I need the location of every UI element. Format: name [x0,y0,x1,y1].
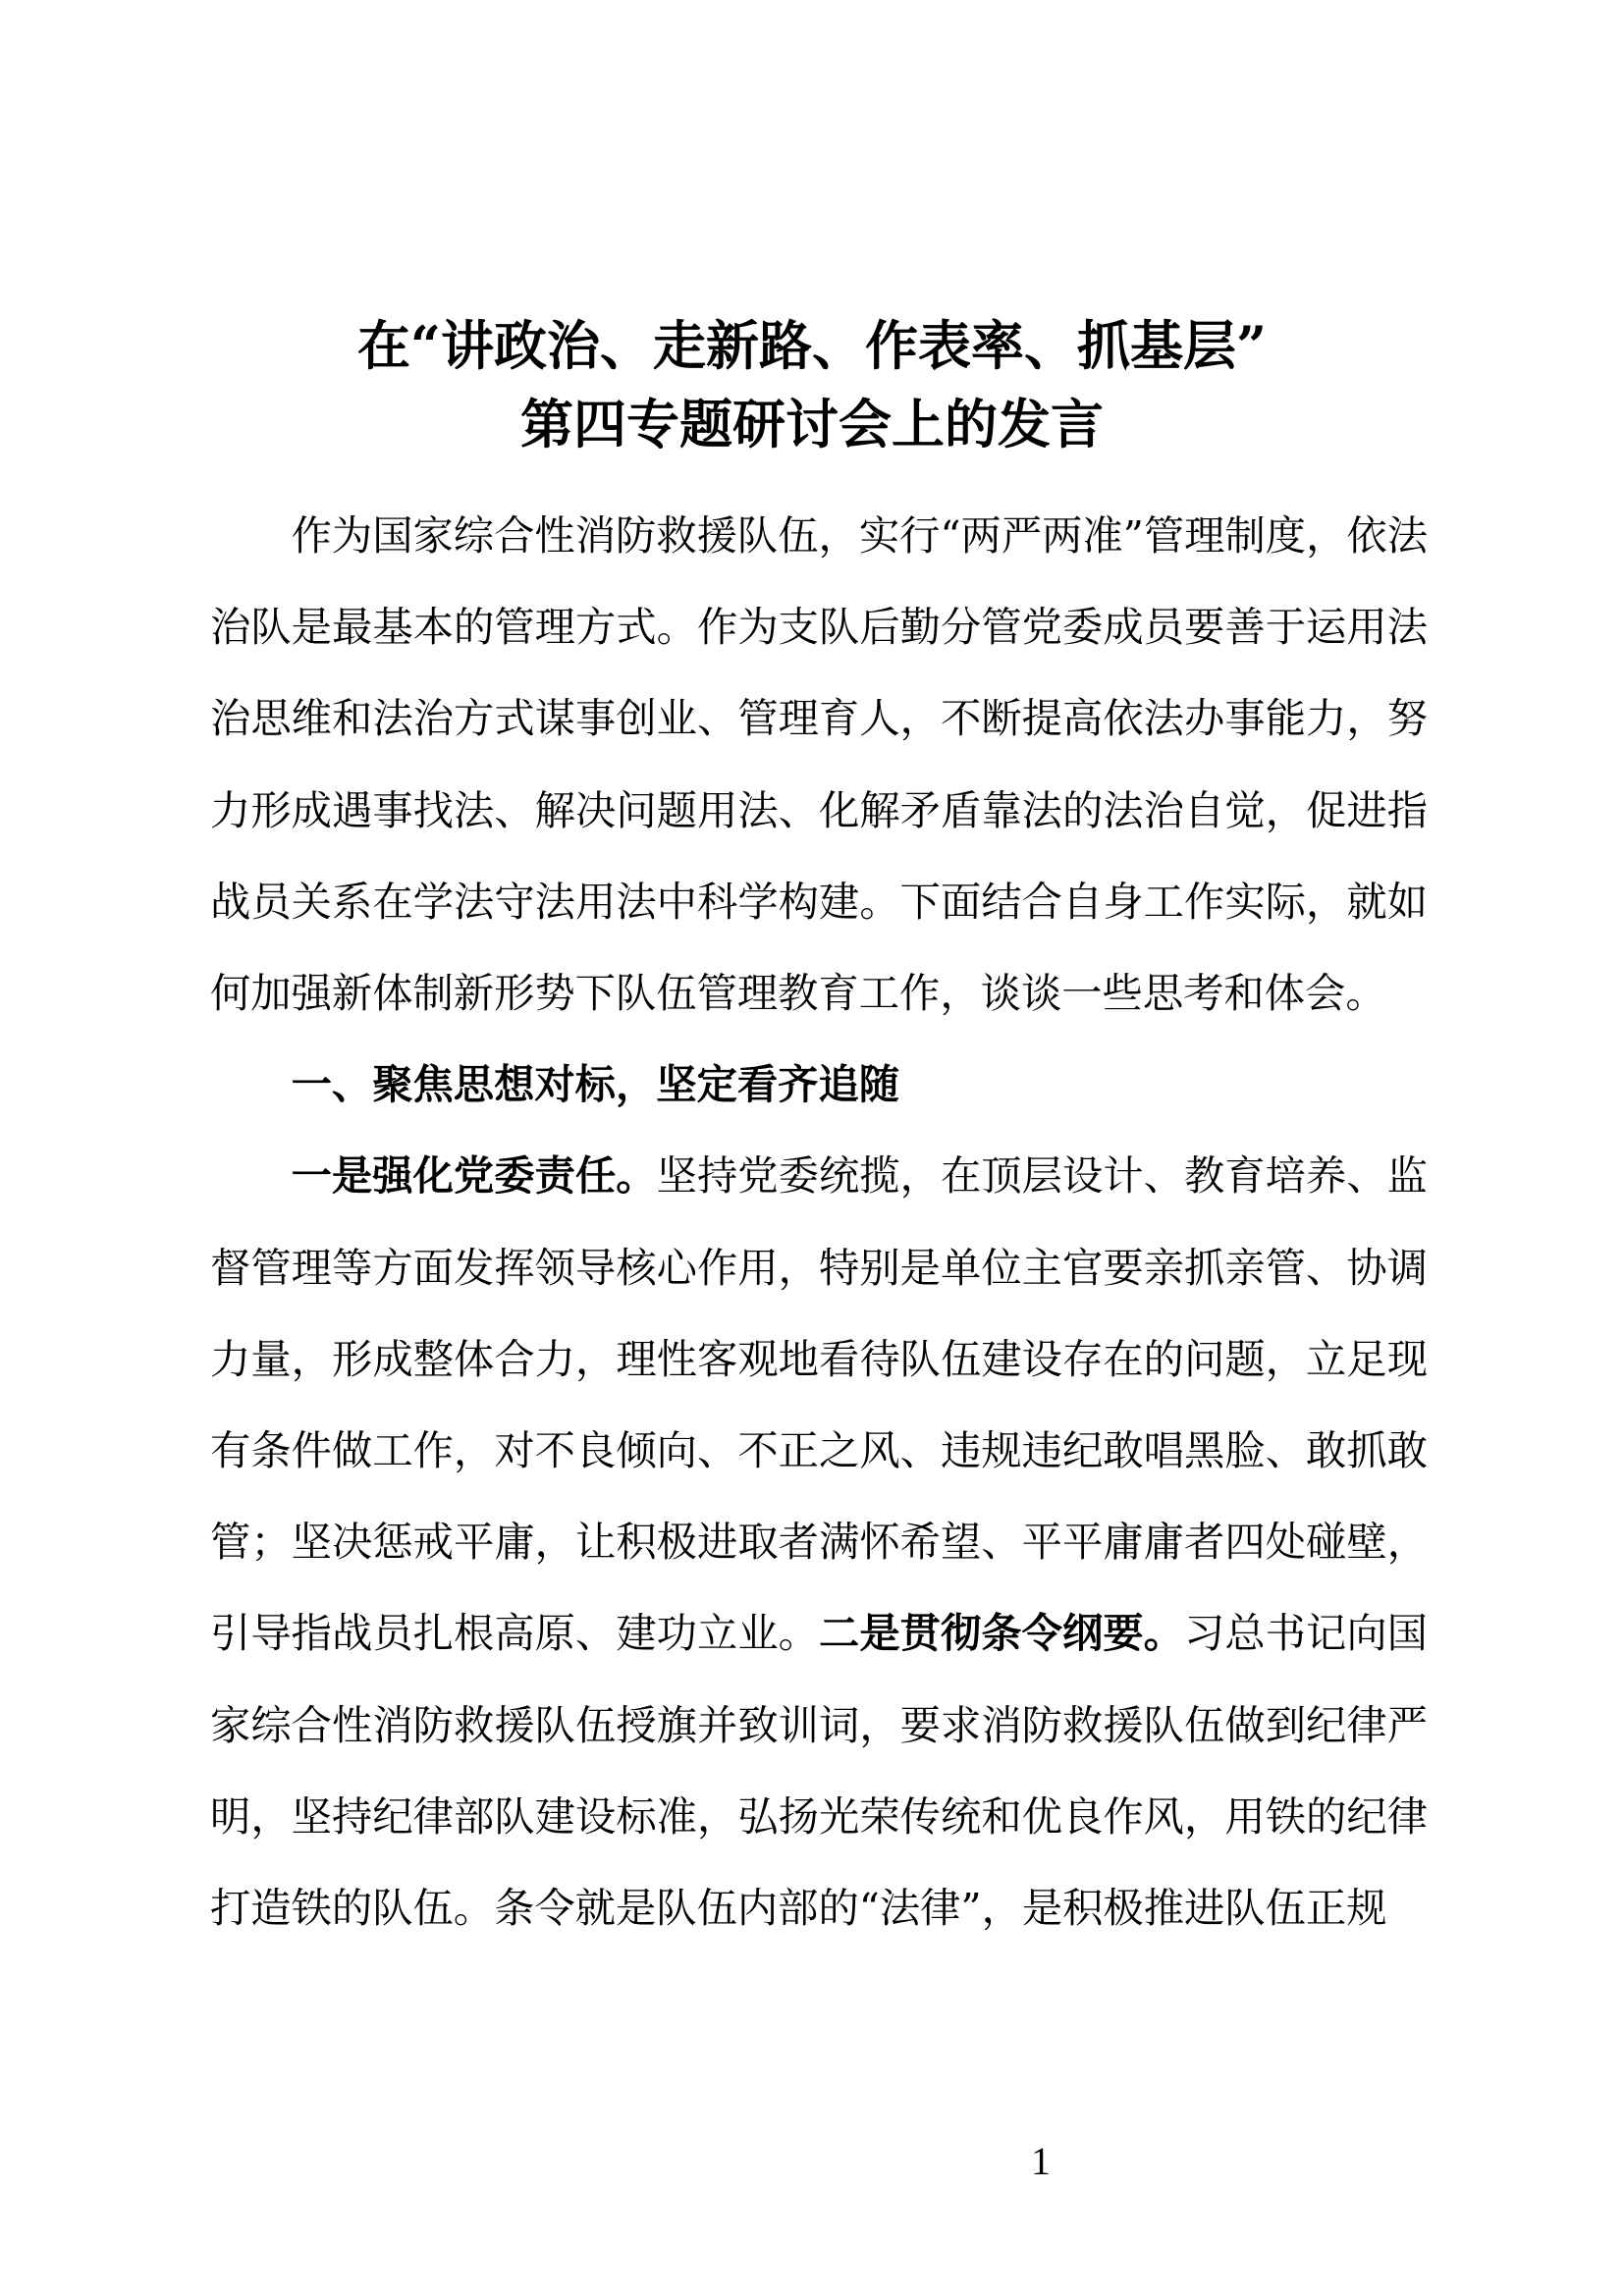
point-2-lead: 二是贯彻条令纲要。 [819,1610,1184,1658]
point-1-lead: 一是强化党委责任。 [291,1152,657,1201]
point-paragraph [210,1131,1428,1954]
document-body [210,491,1428,1954]
point-2-text: 习总书记向国家综合性消防救援队伍授旗并致训词，要求消防救援队伍做到纪律严明，坚持纪律部队建设标准，弘扬光荣传统和优良作风，用铁的纪律打造铁的队伍。条令就是队伍内部的“法律”，是积极推进队伍正规 [210,1610,1428,1933]
page-number: 1 [1031,2139,1051,2183]
intro-paragraph: 作为国家综合性消防救援队伍，实行“两严两准”管理制度，依法治队是最基本的管理方式。作为支队后勤分管党委成员要善于运用法治思维和法治方式谋事创业、管理育人，不断提高依法办事能力，努力形成遇事找法、解决问题用法、化解矛盾靠法的法治自觉，促进指战员关系在学法守法用法中科学构建。下面结合自身工作实际，就如何加强新体制新形势下队伍管理教育工作，谈谈一些思考和体会。 [210,512,1428,1018]
document-title-line-2: 第四专题研讨会上的发言 [520,393,1104,455]
document-title-line-1: 在“讲政治、走新路、作表率、抓基层” [356,314,1268,377]
section-heading-1: 一、聚焦思想对标，坚定看齐追随 [291,1061,900,1109]
point-1-text: 坚持党委统揽，在顶层设计、教育培养、监督管理等方面发挥领导核心作用，特别是单位主官要亲抓亲管、协调力量，形成整体合力，理性客观地看待队伍建设存在的问题，立足现有条件做工作，对不良倾向、不正之风、违规违纪敢唱黑脸、敢抓敢管；坚决惩戒平庸，让积极进取者满怀希望、平平庸庸者四处碰壁，引导指战员扎根高原、建功立业。 [210,1152,1428,1658]
